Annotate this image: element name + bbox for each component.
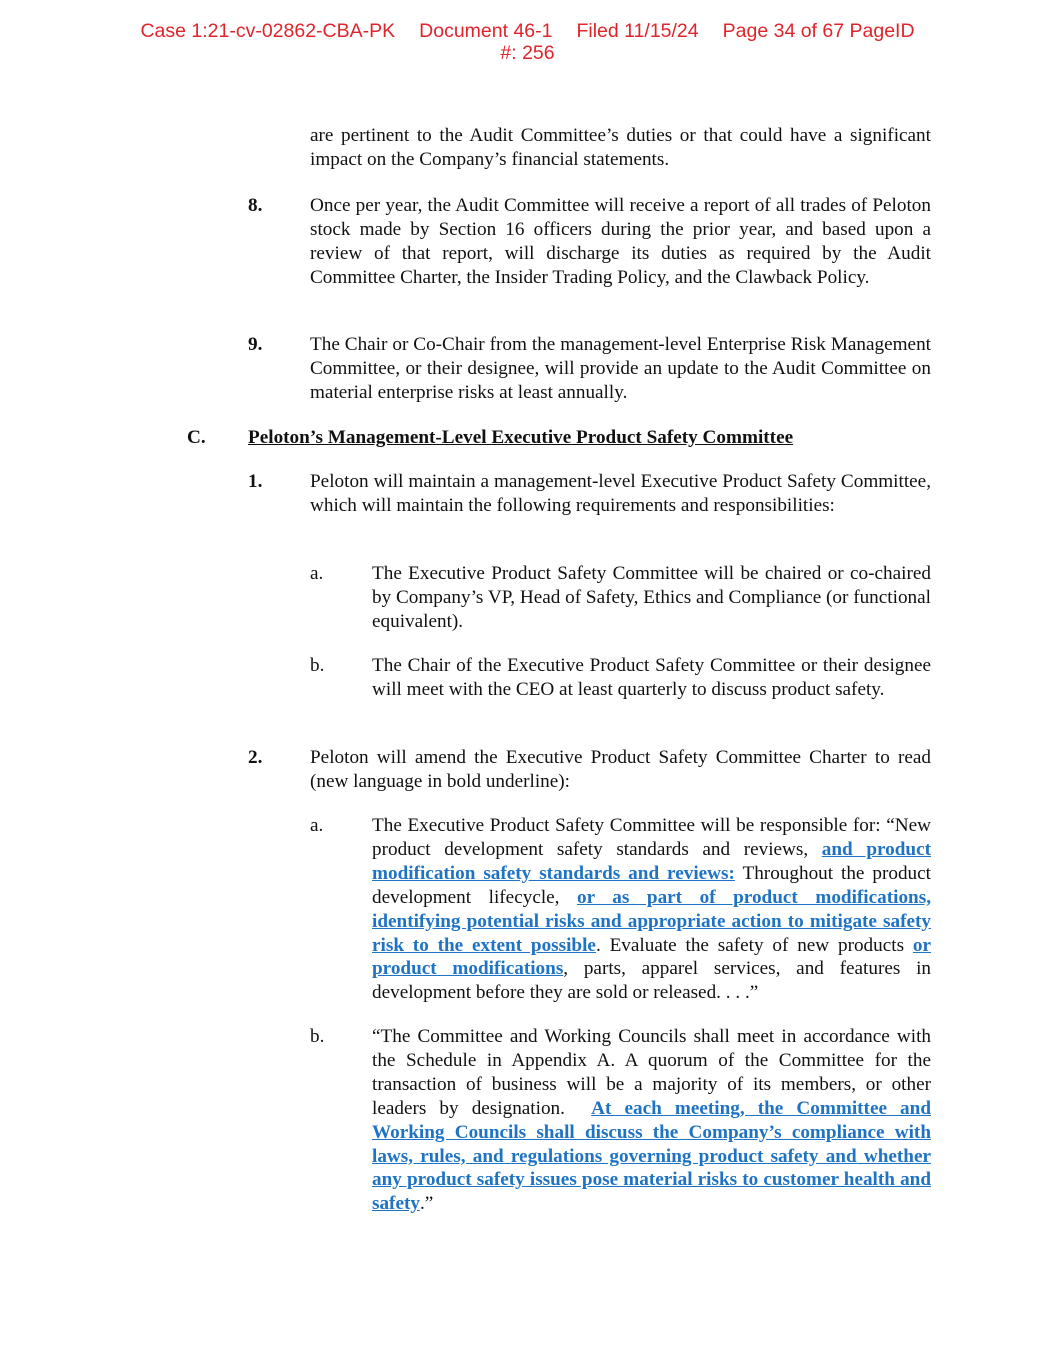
c-item-2-text: Peloton will amend the Executive Product Safety Committee Charter to read (new language in bold underline):: [310, 747, 931, 792]
c2-subitem-a-text: [372, 814, 931, 1005]
header-filed-date: Filed 11/15/24: [576, 20, 699, 42]
c2a-original-text-2: Throughout the product development lifecycle,: [372, 862, 931, 908]
case-header: [0, 20, 1055, 64]
c-item-1-number: 1.: [248, 471, 263, 492]
continuation-paragraph: are pertinent to the Audit Committee’s duties or that could have a significant impact on the Company’s financial statements.: [310, 125, 931, 170]
item-8-number: 8.: [248, 195, 263, 216]
c-item-2-number: 2.: [248, 747, 263, 768]
item-9-text: The Chair or Co-Chair from the management-level Enterprise Risk Management Committee, or their designee, will provide an update to the Audit Committee on material enterprise risks at least annually.: [310, 334, 931, 403]
c2-subitem-b-text: [372, 1025, 931, 1216]
c2a-original-text-4: , parts, apparel services, and features in development before they are sold or released. . . .”: [372, 958, 932, 1004]
c2b-inserted-language-1: At each meeting, the Committee and Working Councils shall discuss the Company’s compliance with laws, rules, and regulations governing product safety and whether any product safety issues pose material risks to customer health and safety: [372, 1097, 931, 1215]
header-page-number: Page 34 of 67 PageID: [722, 20, 915, 42]
c2a-original-text-1: The Executive Product Safety Committee will be responsible for: “New product development safety standards and reviews,: [372, 815, 931, 860]
c1-subitem-b-letter: b.: [310, 655, 325, 676]
c2a-inserted-language-2: or as part of product modifications, identifying potential risks and appropriate action to mitigate safety risk to the extent possible: [372, 886, 931, 956]
section-c-title: Peloton’s Management-Level Executive Product Safety Committee: [248, 427, 794, 448]
c-item-1-text: Peloton will maintain a management-level Executive Product Safety Committee, which will maintain the following requirements and responsibilities:: [310, 471, 931, 516]
header-line-1: [0, 20, 1055, 42]
item-8-text: Once per year, the Audit Committee will receive a report of all trades of Peloton stock made by Section 16 officers during the prior year, and based upon a review of that report, will discharge its duties as required by the Audit Committee Charter, the Insider Trading Policy, and the Clawback Policy.: [310, 195, 931, 288]
c2a-inserted-language-1: and product modification safety standards and reviews:: [372, 838, 932, 884]
c1-subitem-a-letter: a.: [310, 563, 324, 584]
header-pageid: #: 256: [500, 42, 555, 64]
c1-subitem-b-text: The Chair of the Executive Product Safety Committee or their designee will meet with the CEO at least quarterly to discuss product safety.: [372, 655, 931, 700]
c1-subitem-a-text: The Executive Product Safety Committee will be chaired or co-chaired by Company’s VP, Head of Safety, Ethics and Compliance (or functional equivalent).: [372, 563, 931, 632]
item-9-number: 9.: [248, 334, 263, 355]
c2a-original-text-3: . Evaluate the safety of new products: [595, 934, 905, 956]
header-case-number: Case 1:21-cv-02862-CBA-PK: [140, 20, 396, 42]
c2-subitem-a-letter: a.: [310, 815, 324, 836]
c2b-original-text-2: .”: [419, 1193, 434, 1215]
c2-subitem-b-letter: b.: [310, 1026, 325, 1047]
c2b-original-text-1: “The Committee and Working Councils shall meet in accordance with the Schedule in Appendix A. A quorum of the Committee for the transaction of business will be a majority of its members, or other leaders by designation.: [372, 1026, 931, 1119]
c2a-inserted-language-3: or product modifications: [372, 934, 932, 980]
section-c-letter: C.: [187, 427, 206, 448]
header-document-number: Document 46-1: [419, 20, 553, 42]
